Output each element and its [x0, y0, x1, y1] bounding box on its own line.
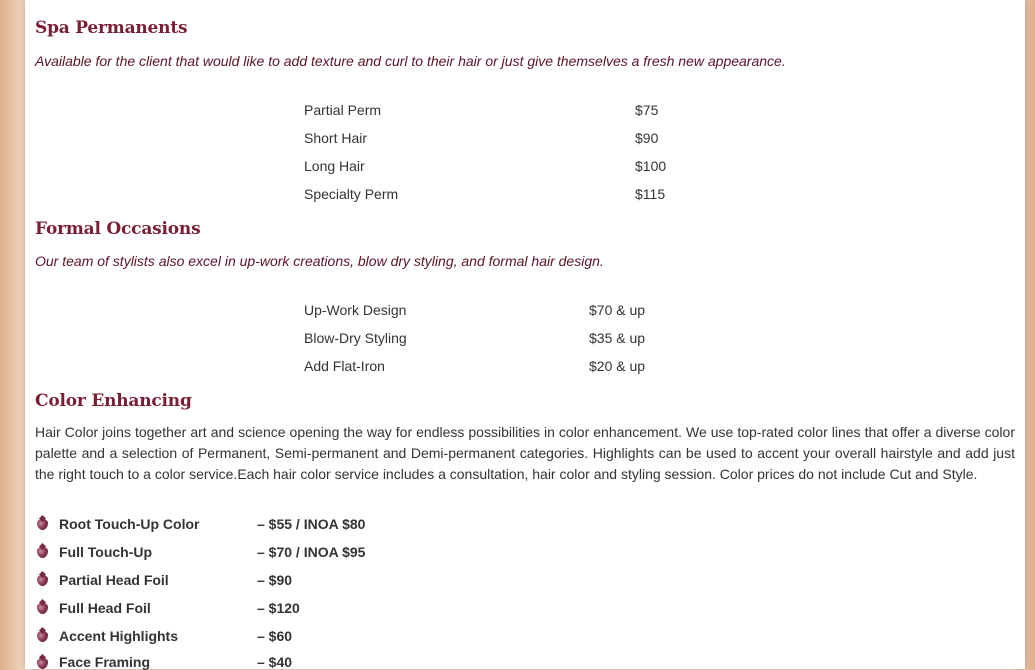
content-panel — [25, 0, 1025, 669]
spa-permanents-heading: Spa Permanents — [35, 18, 188, 38]
spa-permanents-intro: Available for the client that would like to add texture and curl to their hair or just give themselves a fresh new appearance. — [35, 53, 786, 69]
formal-item-price: $20 & up — [589, 358, 646, 374]
color-item-price: – $90 — [257, 572, 293, 588]
formal-item-price: $70 & up — [589, 302, 646, 318]
spa-item-price: $115 — [635, 186, 666, 202]
color-item-name: Full Touch-Up — [59, 544, 153, 560]
color-item-name: Accent Highlights — [59, 628, 179, 644]
formal-item-name: Blow-Dry Styling — [304, 330, 407, 346]
color-item-price: – $70 / INOA $95 — [257, 544, 366, 560]
formal-item-price: $35 & up — [589, 330, 646, 346]
bullet-icon — [37, 603, 48, 614]
bullet-icon — [37, 631, 48, 642]
spa-item-price: $90 — [635, 130, 659, 146]
bullet-icon — [37, 575, 48, 586]
color-item-price: – $40 — [257, 654, 293, 670]
color-item-price: – $120 — [257, 600, 300, 616]
spa-item-name: Long Hair — [304, 158, 365, 174]
spa-item-name: Short Hair — [304, 130, 368, 146]
formal-item-name: Up-Work Design — [304, 302, 407, 318]
color-item-name: Partial Head Foil — [59, 572, 169, 588]
color-item-name: Root Touch-Up Color — [59, 516, 200, 532]
formal-occasions-heading: Formal Occasions — [35, 219, 201, 239]
color-item-name: Face Framing — [59, 654, 151, 670]
spa-item-name: Specialty Perm — [304, 186, 399, 202]
color-enhancing-heading: Color Enhancing — [35, 391, 192, 411]
formal-occasions-intro: Our team of stylists also excel in up-work creations, blow dry styling, and formal hair design. — [35, 253, 604, 269]
color-item-price: – $60 — [257, 628, 293, 644]
formal-item-name: Add Flat-Iron — [304, 358, 385, 374]
bullet-icon — [37, 519, 48, 530]
color-item-name: Full Head Foil — [59, 600, 151, 616]
spa-item-price: $100 — [635, 158, 667, 174]
bullet-icon — [37, 547, 48, 558]
spa-item-price: $75 — [635, 102, 659, 118]
color-item-price: – $55 / INOA $80 — [257, 516, 366, 532]
spa-item-name: Partial Perm — [304, 102, 382, 118]
color-enhancing-description: Hair Color joins together art and science opening the way for endless possibilities in color enhancement. We use top-rated color lines that offer a diverse color palette and a selection of Permanent, Semi-permanent and Demi-permanent categories. Highlights can be used to accent your overall hairstyle and add just the right touch to a color service.Each hair color service includes a consultation, hair color and styling session. Color prices do not include Cut and Style. — [35, 424, 1015, 482]
bullet-icon — [37, 658, 48, 669]
